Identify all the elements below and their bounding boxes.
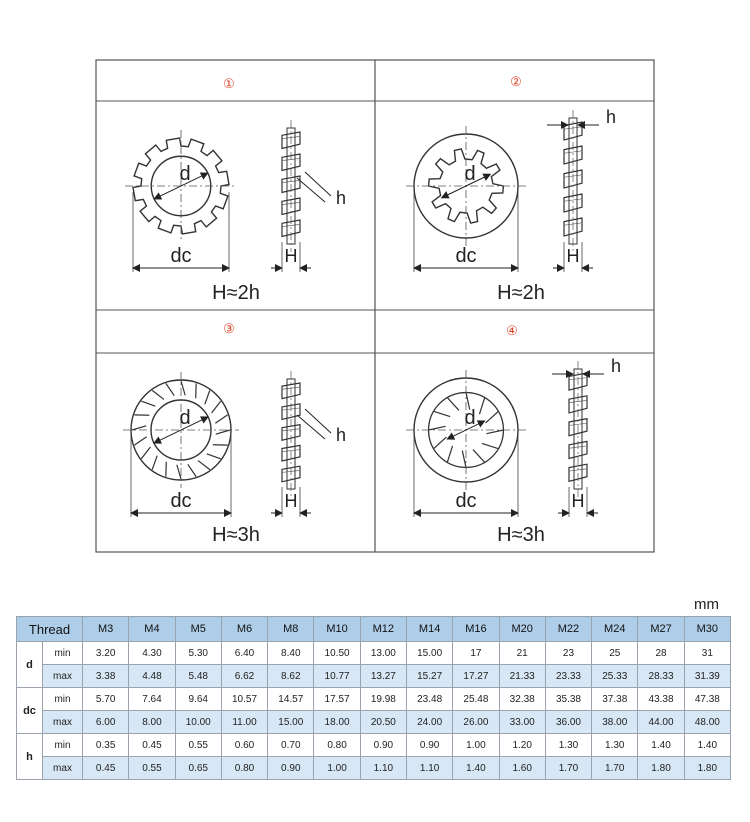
group-label: h [17, 734, 43, 780]
d-label: d [179, 407, 191, 429]
table-cell: 11.00 [221, 711, 267, 734]
table-cell: 37.38 [592, 688, 638, 711]
table-cell: 13.27 [360, 665, 406, 688]
size-header: M22 [545, 617, 591, 642]
table-cell: 33.00 [499, 711, 545, 734]
table-cell: 8.40 [268, 642, 314, 665]
table-cell: 15.27 [406, 665, 452, 688]
table-cell: 1.60 [499, 757, 545, 780]
row-label: max [43, 665, 83, 688]
h-label: h [335, 425, 347, 445]
table-cell: 25.48 [453, 688, 499, 711]
H-label: H [284, 246, 298, 266]
dc-label: dc [170, 490, 192, 512]
table-cell: 1.80 [638, 757, 684, 780]
size-header: M8 [268, 617, 314, 642]
table-cell: 1.80 [684, 757, 730, 780]
table-cell: 0.90 [268, 757, 314, 780]
table-cell: 25 [592, 642, 638, 665]
table-cell: 21.33 [499, 665, 545, 688]
table-cell: 8.00 [129, 711, 175, 734]
table-cell: 38.00 [592, 711, 638, 734]
side-view [282, 120, 300, 252]
d-label: d [464, 407, 476, 429]
group-label: dc [17, 688, 43, 734]
size-header: M10 [314, 617, 360, 642]
spec-table [16, 616, 731, 780]
table-cell: 20.50 [360, 711, 406, 734]
table-cell: 47.38 [684, 688, 730, 711]
table-cell: 6.00 [83, 711, 129, 734]
table-cell: 15.00 [268, 711, 314, 734]
h-label: h [610, 356, 622, 376]
row-label: max [43, 711, 83, 734]
table-cell: 0.35 [83, 734, 129, 757]
panel-number: ② [510, 74, 522, 89]
table-cell: 48.00 [684, 711, 730, 734]
table-cell: 1.10 [406, 757, 452, 780]
table-cell: 0.60 [221, 734, 267, 757]
table-cell: 6.40 [221, 642, 267, 665]
table-cell: 32.38 [499, 688, 545, 711]
table-row [17, 642, 731, 665]
table-cell: 10.50 [314, 642, 360, 665]
H-label: H [566, 246, 580, 266]
formula-label: H≈2h [212, 282, 260, 304]
table-cell: 5.30 [175, 642, 221, 665]
table-cell: 1.70 [545, 757, 591, 780]
table-cell: 1.20 [499, 734, 545, 757]
size-header: M27 [638, 617, 684, 642]
table-cell: 23 [545, 642, 591, 665]
side-view [282, 371, 300, 497]
table-cell: 17 [453, 642, 499, 665]
table-cell: 8.62 [268, 665, 314, 688]
panel-4 [406, 323, 621, 546]
formula-label: H≈3h [497, 524, 545, 546]
side-view [569, 361, 587, 497]
panel-2 [406, 74, 616, 304]
table-cell: 15.00 [406, 642, 452, 665]
table-cell: 1.10 [360, 757, 406, 780]
table-cell: 18.00 [314, 711, 360, 734]
table-cell: 14.57 [268, 688, 314, 711]
d-label: d [179, 163, 191, 185]
table-cell: 1.40 [453, 757, 499, 780]
table-cell: 23.33 [545, 665, 591, 688]
table-cell: 17.27 [453, 665, 499, 688]
table-row [17, 757, 731, 780]
table-cell: 1.00 [314, 757, 360, 780]
table-cell: 23.48 [406, 688, 452, 711]
table-cell: 0.80 [221, 757, 267, 780]
table-cell: 1.40 [638, 734, 684, 757]
table-cell: 31.39 [684, 665, 730, 688]
table-cell: 35.38 [545, 688, 591, 711]
size-header: M4 [129, 617, 175, 642]
row-label: max [43, 757, 83, 780]
table-cell: 7.64 [129, 688, 175, 711]
table-cell: 0.45 [129, 734, 175, 757]
table-cell: 3.38 [83, 665, 129, 688]
table-cell: 0.80 [314, 734, 360, 757]
size-header: M3 [83, 617, 129, 642]
size-header: M12 [360, 617, 406, 642]
size-header: M30 [684, 617, 730, 642]
h-label: h [605, 107, 617, 127]
table-cell: 10.57 [221, 688, 267, 711]
table-cell: 1.30 [592, 734, 638, 757]
dc-label: dc [455, 490, 477, 512]
row-label: min [43, 642, 83, 665]
row-label: min [43, 688, 83, 711]
table-cell: 17.57 [314, 688, 360, 711]
side-view [564, 110, 582, 252]
formula-label: H≈3h [212, 524, 260, 546]
size-header: M14 [406, 617, 452, 642]
formula-label: H≈2h [497, 282, 545, 304]
size-header: M16 [453, 617, 499, 642]
H-label: H [284, 491, 298, 511]
table-cell: 0.55 [129, 757, 175, 780]
table-cell: 36.00 [545, 711, 591, 734]
table-cell: 6.62 [221, 665, 267, 688]
table-cell: 1.30 [545, 734, 591, 757]
table-cell: 5.48 [175, 665, 221, 688]
table-cell: 0.70 [268, 734, 314, 757]
panel-number: ① [223, 76, 235, 91]
table-cell: 4.30 [129, 642, 175, 665]
size-header: M20 [499, 617, 545, 642]
row-label: min [43, 734, 83, 757]
table-cell: 10.77 [314, 665, 360, 688]
unit-label: mm [694, 596, 719, 613]
dc-label: dc [170, 245, 192, 267]
table-cell: 24.00 [406, 711, 452, 734]
table-cell: 43.38 [638, 688, 684, 711]
table-cell: 25.33 [592, 665, 638, 688]
size-header: M24 [592, 617, 638, 642]
table-cell: 10.00 [175, 711, 221, 734]
d-label: d [464, 163, 476, 185]
table-row [17, 665, 731, 688]
thread-header: Thread [17, 617, 83, 642]
h-label: h [335, 188, 347, 208]
table-cell: 28 [638, 642, 684, 665]
table-cell: 0.65 [175, 757, 221, 780]
table-cell: 4.48 [129, 665, 175, 688]
table-cell: 31 [684, 642, 730, 665]
table-cell: 19.98 [360, 688, 406, 711]
H-label: H [571, 491, 585, 511]
table-row [17, 688, 731, 711]
panel-1 [125, 76, 346, 304]
table-cell: 1.40 [684, 734, 730, 757]
table-cell: 13.00 [360, 642, 406, 665]
table-cell: 1.70 [592, 757, 638, 780]
panel-number: ④ [506, 323, 518, 338]
table-cell: 0.55 [175, 734, 221, 757]
size-header: M5 [175, 617, 221, 642]
table-cell: 28.33 [638, 665, 684, 688]
table-cell: 0.45 [83, 757, 129, 780]
table-cell: 3.20 [83, 642, 129, 665]
table-cell: 44.00 [638, 711, 684, 734]
size-header: M6 [221, 617, 267, 642]
table-cell: 26.00 [453, 711, 499, 734]
table-cell: 0.90 [360, 734, 406, 757]
group-label: d [17, 642, 43, 688]
table-cell: 5.70 [83, 688, 129, 711]
table-row [17, 734, 731, 757]
table-cell: 0.90 [406, 734, 452, 757]
table-header-row [17, 617, 731, 642]
panel-number: ③ [223, 321, 235, 336]
table-row [17, 711, 731, 734]
table-cell: 9.64 [175, 688, 221, 711]
dc-label: dc [455, 245, 477, 267]
table-cell: 21 [499, 642, 545, 665]
table-cell: 1.00 [453, 734, 499, 757]
panel-3 [123, 321, 346, 546]
